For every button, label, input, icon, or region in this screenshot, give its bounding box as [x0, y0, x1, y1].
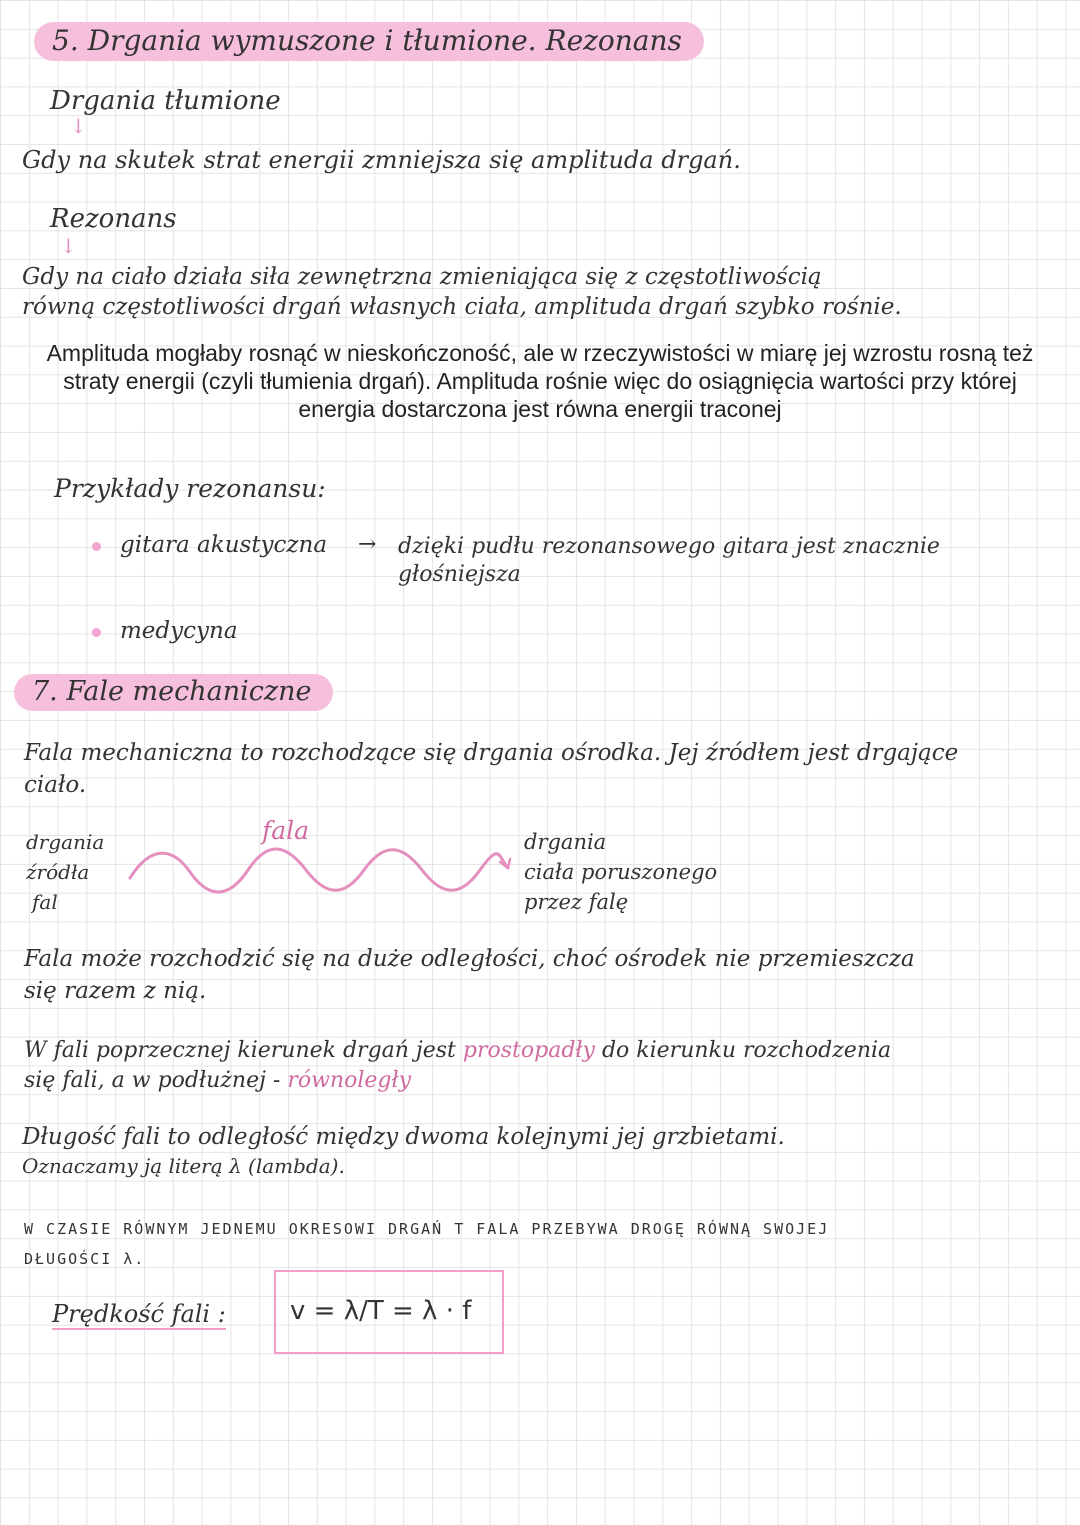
wavelength-definition: Długość fali to odległość między dwoma kolejnymi jej grzbietami. [22, 1124, 785, 1150]
printed-note-line-2: straty energii (czyli tłumienia drgań). Amplituda rośnie więc do osiągnięcia wartości przy której [63, 368, 1017, 394]
example-guitar-name: gitara akustyczna [120, 532, 328, 558]
printed-note-line-3: energia dostarczona jest równa energii traconej [298, 396, 782, 422]
medium-label-line-3: przez falę [524, 890, 629, 914]
speed-label: Prędkość fali : [52, 1300, 226, 1328]
transverse-line-2 [24, 1068, 411, 1093]
longitudinal-word: podłużnej [157, 1068, 266, 1093]
damped-heading: Drgania tłumione [50, 86, 281, 116]
wave-definition-line-2: ciało. [24, 772, 87, 798]
transverse-text-c: się fali, a w [24, 1068, 158, 1093]
example-guitar-desc-line-2: głośniejsza [398, 562, 521, 587]
resonance-definition-line-2: równą częstotliwości drgań własnych ciała, amplituda drgań szybko rośnie. [22, 294, 902, 320]
arrow-down-icon: ↓ [70, 114, 87, 138]
source-label-line-2: źródła [26, 860, 90, 884]
section-5-title: 5. Drgania wymuszone i tłumione. Rezonans [34, 22, 704, 61]
bullet-dot [92, 542, 101, 551]
source-label-line-1: drgania [26, 830, 105, 854]
parallel-word: równoległy [287, 1068, 412, 1093]
arrow-down-icon: ↓ [60, 234, 77, 258]
examples-heading: Przykłady rezonansu: [54, 474, 326, 503]
travel-line-2: się razem z nią. [24, 978, 207, 1004]
speed-formula: v = λ/T = λ · f [290, 1296, 472, 1326]
medium-label-line-1: drgania [524, 830, 607, 854]
arrow-right-icon: → [358, 532, 377, 557]
wave-line [130, 849, 508, 892]
resonance-heading: Rezonans [50, 204, 177, 234]
travel-line-1: Fala może rozchodzić się na duże odległości, choć ośrodek nie przemieszcza [24, 946, 915, 972]
transverse-line-1 [24, 1038, 891, 1063]
section-7-title: 7. Fale mechaniczne [14, 674, 333, 711]
wave-label: fala [262, 816, 310, 845]
transverse-text-a: W fali poprzecznej kierunek drgań jest [24, 1038, 463, 1063]
source-label-line-3: fal [32, 890, 58, 914]
medium-label-line-2: ciała poruszonego [524, 860, 718, 884]
damped-definition: Gdy na skutek strat energii zmniejsza się amplituda drgań. [22, 146, 741, 174]
wavelength-symbol-note: Oznaczamy ją literą λ (lambda). [22, 1154, 345, 1178]
example-medicine: medycyna [120, 618, 238, 644]
transverse-text-b: do kierunku rozchodzenia [594, 1038, 892, 1063]
perpendicular-word: prostopadły [462, 1038, 595, 1063]
example-guitar-desc-line-1: dzięki pudłu rezonansowego gitara jest znacznie [398, 534, 940, 559]
transverse-text-d: - [265, 1068, 288, 1093]
period-caps-line-1: W CZASIE RÓWNYM JEDNEMU OKRESOWI DRGAŃ T FALA PRZEBYWA DROGĘ RÓWNĄ SWOJEJ [24, 1220, 830, 1238]
wave-definition-line-1: Fala mechaniczna to rozchodzące się drgania ośrodka. Jej źródłem jest drgające [24, 740, 959, 766]
printed-note-line-1: Amplituda mogłaby rosnąć w nieskończoność, ale w rzeczywistości w miarę jej wzrostu rosną też [46, 340, 1034, 366]
bullet-dot [92, 628, 101, 637]
resonance-definition-line-1: Gdy na ciało działa siła zewnętrzna zmieniająca się z częstotliwością [22, 264, 822, 290]
period-caps-line-2: DŁUGOŚCI λ. [24, 1250, 146, 1268]
wave-diagram [120, 842, 520, 902]
